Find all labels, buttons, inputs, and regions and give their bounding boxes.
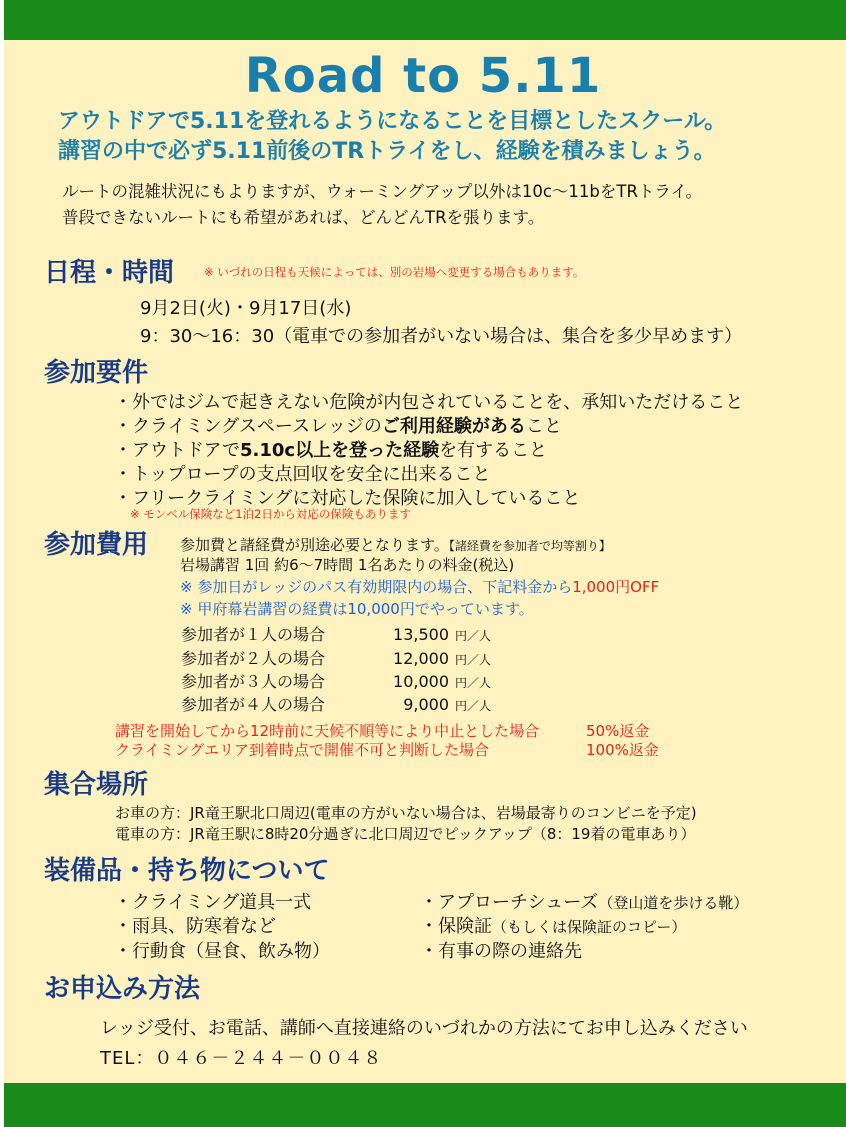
schedule-heading: 日程・時間 xyxy=(44,258,175,288)
fees-heading: 参加費用 xyxy=(44,530,149,560)
equipment-text: ・保険証 xyxy=(420,916,492,937)
price-label: 参加者が２人の場合 xyxy=(181,649,326,668)
price-amount: 13,500 xyxy=(393,625,449,644)
requirement-item xyxy=(114,436,547,462)
fees-line-2: 岩場講習 1回 約6〜7時間 1名あたりの料金(税込) xyxy=(180,556,515,574)
requirement-text: こと xyxy=(525,416,562,437)
equipment-item xyxy=(420,888,748,914)
requirement-item xyxy=(114,412,562,438)
schedule-dates: 9月2日(火)・9月17日(水) xyxy=(140,298,352,319)
cancel-policy-2: クライミングエリア到着時点で開催不可と判断した場合 xyxy=(115,741,489,759)
bottom-green-bar xyxy=(4,1083,846,1127)
equipment-item: ・有事の際の連絡先 xyxy=(420,941,582,962)
page-title: Road to 5.11 xyxy=(244,48,602,104)
equipment-item xyxy=(420,912,686,938)
apply-tel: TEL：０４６－２４４－００４８ xyxy=(100,1048,383,1069)
schedule-time: 9：30〜16：30（電車での参加者がいない場合は、集合を多少早めます） xyxy=(140,326,743,347)
requirements-heading: 参加要件 xyxy=(44,358,149,388)
equipment-detail: （登山道を歩ける靴） xyxy=(598,894,749,912)
intro-line-1: ルートの混雑状況にもよりますが、ウォーミングアップ以外は10c〜11bをTRトライ。 xyxy=(62,182,702,201)
price-row xyxy=(181,622,491,645)
price-unit: 円／人 xyxy=(455,629,492,643)
fees-text: 参加費と諸経費が別途必要となります。 xyxy=(180,536,449,554)
schedule-note: ※ いづれの日程も天候によっては、別の岩場へ変更する場合もあります。 xyxy=(204,265,585,279)
equipment-item: ・行動食（昼食、飲み物） xyxy=(114,941,330,962)
requirement-emphasis: 5.10c以上を登った経験 xyxy=(240,440,440,461)
meeting-train: 電車の方：JR竜王駅に8時20分過ぎに北口周辺でピックアップ（8：19着の電車あり） xyxy=(115,825,696,843)
requirement-item: ・外ではジムで起きえない危険が内包されていることを、承知いただけること xyxy=(114,392,744,413)
price-amount: 10,000 xyxy=(393,672,449,691)
price-amount: 9,000 xyxy=(403,695,449,714)
equipment-item: ・雨具、防寒着など xyxy=(114,916,276,937)
discount-text: ※ 参加日がレッジのパス有効期限内の場合、下記料金から xyxy=(180,578,573,596)
price-unit: 円／人 xyxy=(455,676,492,690)
requirement-item: ・トップロープの支点回収を安全に出来ること xyxy=(114,464,491,485)
equipment-heading: 装備品・持ち物について xyxy=(44,856,330,886)
fees-discount-note xyxy=(180,576,659,597)
price-label: 参加者が１人の場合 xyxy=(181,625,326,644)
price-row xyxy=(181,646,491,669)
discount-amount: 1,000円OFF xyxy=(572,578,660,596)
requirements-note: ※ モンベル保険など1泊2日から対応の保険もあります xyxy=(130,507,411,521)
equipment-item: ・クライミング道具一式 xyxy=(114,892,312,913)
requirement-item: ・フリークライミングに対応した保険に加入していること xyxy=(114,488,581,509)
requirement-emphasis: ご利用経験がある xyxy=(381,416,526,437)
fees-line-1 xyxy=(180,534,611,555)
price-amount: 12,000 xyxy=(393,649,449,668)
price-row xyxy=(181,692,491,715)
price-label: 参加者が３人の場合 xyxy=(181,672,326,691)
fees-split-note: 【諸経費を参加者で均等割り】 xyxy=(448,539,611,553)
fees-kofu-note: ※ 甲府幕岩講習の経費は10,000円でやっています。 xyxy=(180,600,534,618)
equipment-text: ・アプローチシューズ xyxy=(420,892,599,913)
price-unit: 円／人 xyxy=(455,653,492,667)
intro-line-2: 普段できないルートにも希望があれば、どんどんTRを張ります。 xyxy=(62,208,545,227)
requirement-text: ・クライミングスペースレッジの xyxy=(114,416,382,437)
price-unit: 円／人 xyxy=(455,699,492,713)
subtitle-line-2: 講習の中で必ず5.11前後のTRトライをし、経験を積みましょう。 xyxy=(58,139,716,164)
requirement-text: ・アウトドアで xyxy=(114,440,240,461)
price-row xyxy=(181,669,491,692)
cancel-policy-1: 講習を開始してから12時前に天候不順等により中止とした場合 xyxy=(115,722,540,740)
equipment-detail: （もしくは保険証のコピー） xyxy=(492,918,687,936)
apply-text: レッジ受付、お電話、講師へ直接連絡のいづれかの方法にてお申し込みください xyxy=(100,1018,748,1039)
meeting-car: お車の方：JR竜王駅北口周辺(電車の方がいない場合は、岩場最寄りのコンビニを予定) xyxy=(115,804,697,822)
top-green-bar xyxy=(4,0,846,40)
apply-heading: お申込み方法 xyxy=(44,974,201,1004)
cancel-rate-1: 50%返金 xyxy=(586,722,650,740)
price-label: 参加者が４人の場合 xyxy=(181,695,326,714)
requirement-text: を有すること xyxy=(439,440,548,461)
cancel-rate-2: 100%返金 xyxy=(586,741,659,759)
subtitle-line-1: アウトドアで5.11を登れるようになることを目標としたスクール。 xyxy=(58,109,727,134)
meeting-heading: 集合場所 xyxy=(44,770,149,800)
